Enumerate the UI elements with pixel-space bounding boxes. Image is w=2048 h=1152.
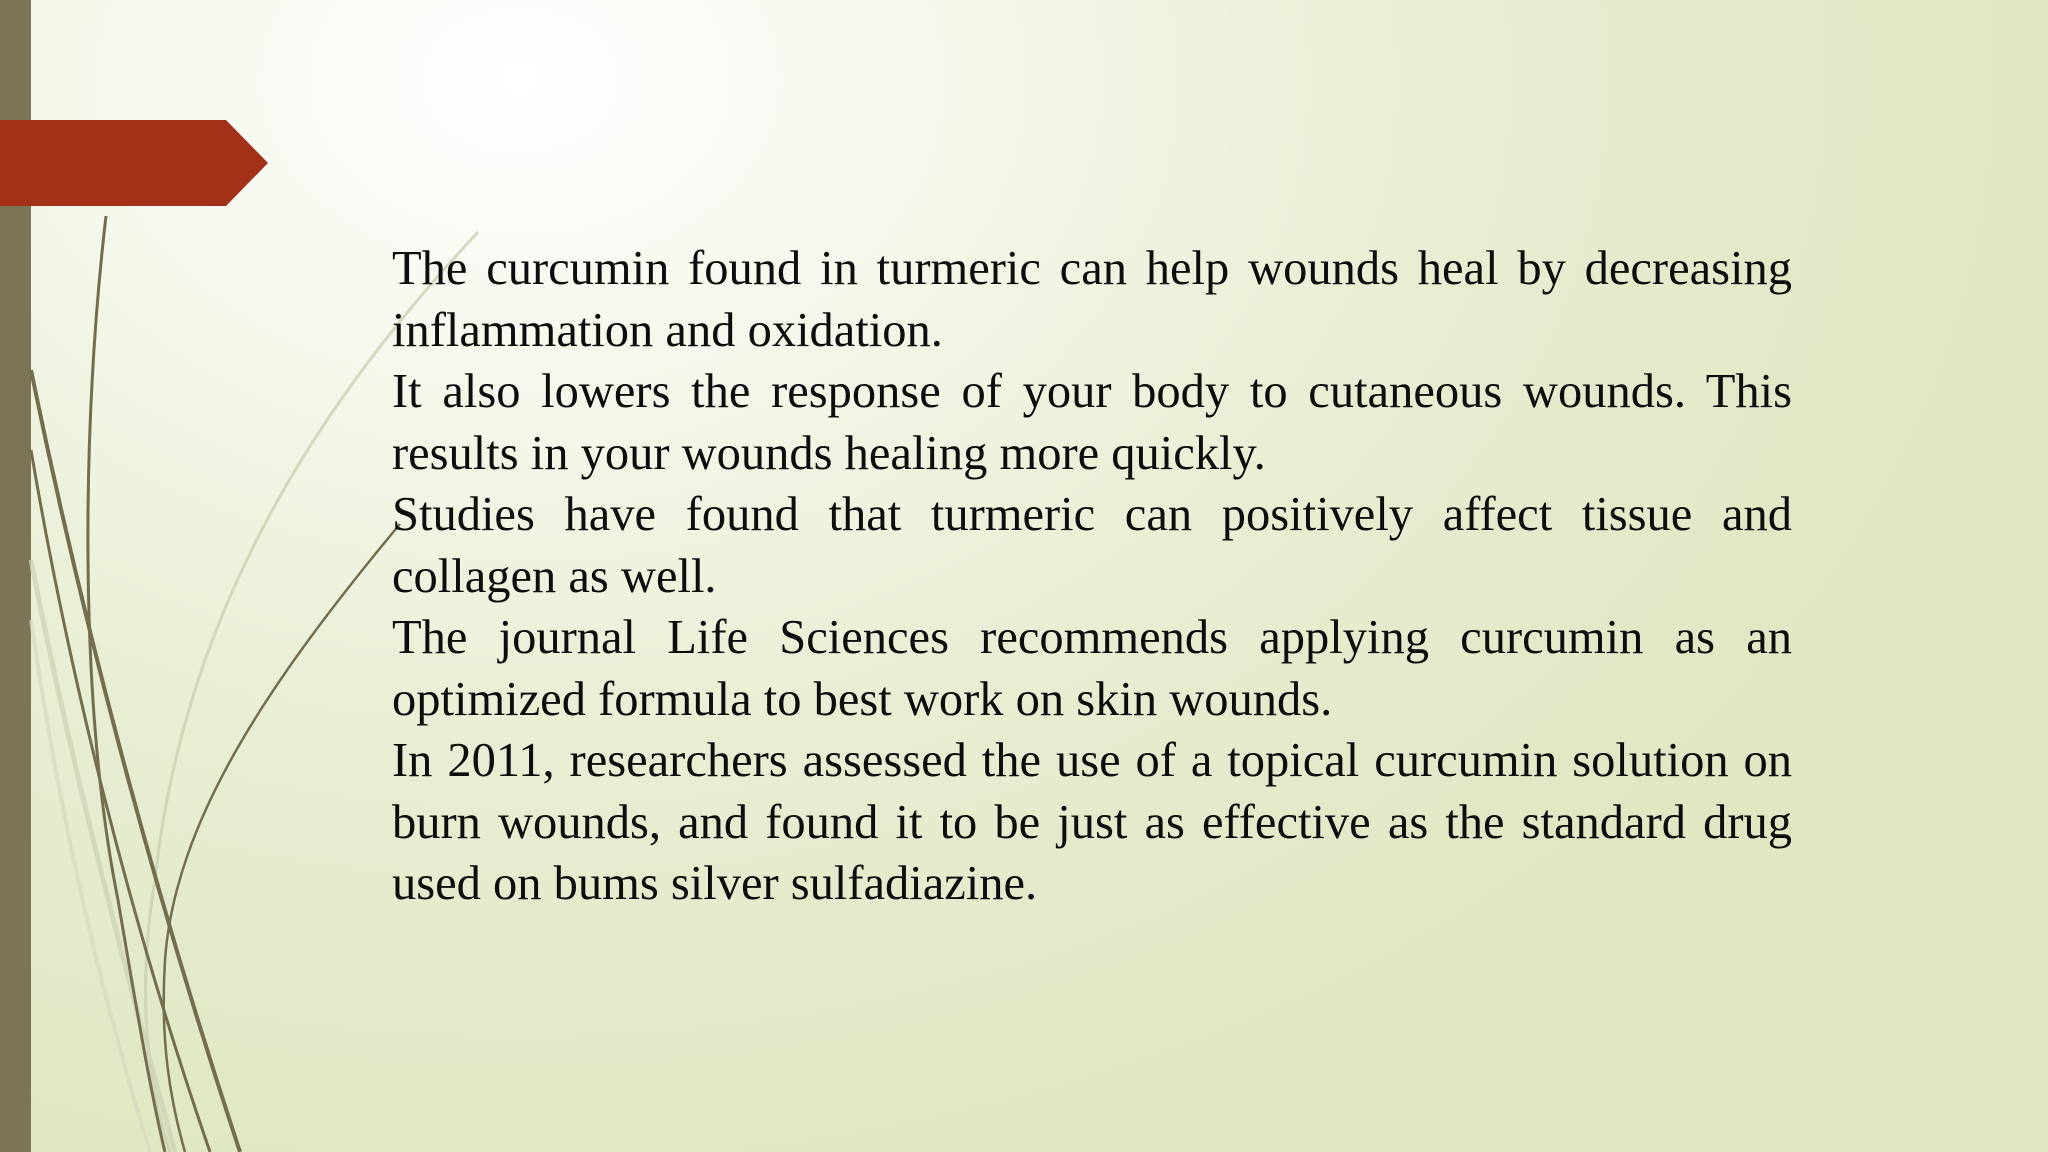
dark-curve-2: [31, 370, 240, 1152]
paragraph-4: The journal Life Sciences recommends applying curcumin as an optimized formula to best work on skin wounds.: [392, 611, 1792, 726]
paragraph-5: In 2011, researchers assessed the use of a topical curcumin solution on burn wounds, and found it to be just as effective as the standard drug used on bums silver sulfadiazine.: [392, 734, 1792, 910]
light-curve-3: [31, 620, 150, 1152]
slide-body-text: [392, 238, 1792, 915]
dark-curve-4: [164, 524, 400, 1152]
dark-curve-1: [88, 216, 165, 1152]
title-arrow-tab: [0, 120, 270, 206]
paragraph-1: The curcumin found in turmeric can help wounds heal by decreasing inflammation and oxidation.: [392, 242, 1792, 357]
paragraph-2: It also lowers the response of your body to cutaneous wounds. This results in your wounds healing more quickly.: [392, 365, 1792, 480]
light-curve-2: [31, 560, 175, 1152]
paragraph-3: Studies have found that turmeric can positively affect tissue and collagen as well.: [392, 488, 1792, 603]
